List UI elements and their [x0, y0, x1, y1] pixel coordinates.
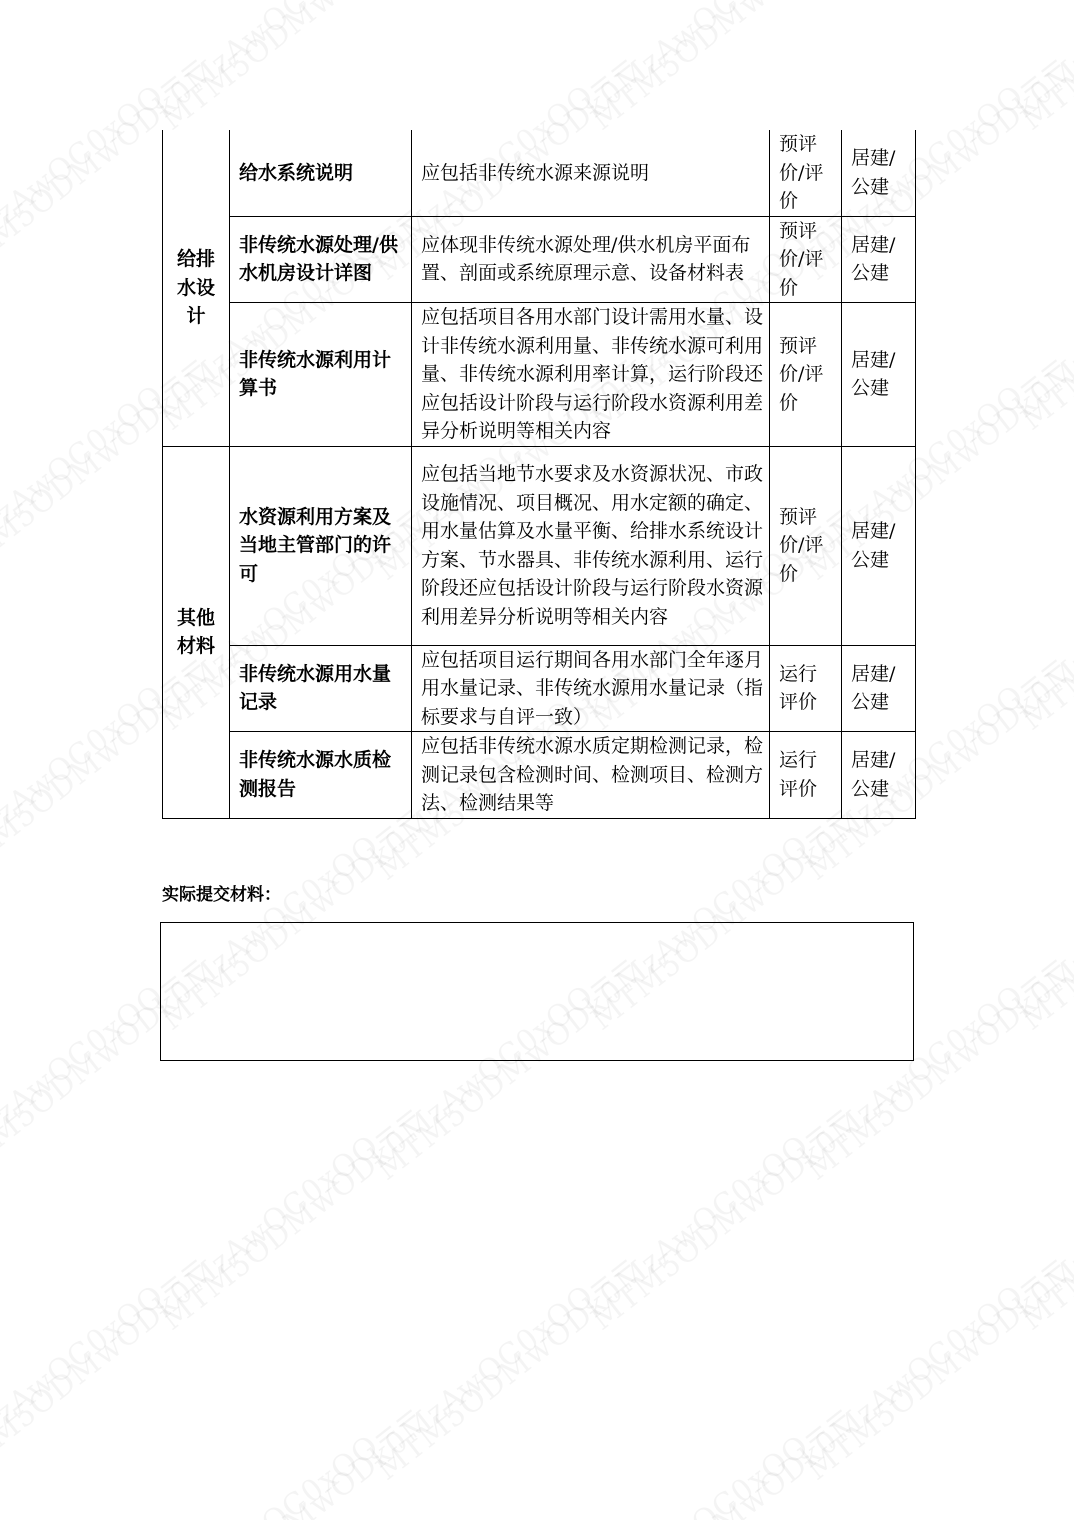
table-row [163, 645, 916, 732]
evaluation-stage: 预评价/评价 [770, 446, 842, 645]
watermark-text [1015, 0, 1074, 138]
item-description: 应包括项目运行期间各用水部门全年逐月用水量记录、非传统水源用水量记录（指标要求与自评一致） [412, 645, 770, 732]
watermark-text [1015, 346, 1074, 737]
evaluation-stage: 预评价/评价 [770, 130, 842, 216]
watermark-text [1015, 646, 1074, 1037]
item-name: 非传统水源利用计算书 [230, 303, 412, 447]
item-description: 应包括项目各用水部门设计需用水量、设计非传统水源利用量、非传统水源可利用量、非传统水源利用率计算，运行阶段还应包括设计阶段与运行阶段水资源利用差异分析说明等相关内容 [412, 303, 770, 447]
watermark-text [0, 0, 212, 138]
watermark-text [585, 1246, 1072, 1520]
table-row [163, 732, 916, 819]
item-name: 非传统水源用水量记录 [230, 645, 412, 732]
evaluation-stage: 运行评价 [770, 732, 842, 819]
item-name: 非传统水源处理/供水机房设计详图 [230, 216, 412, 303]
materials-table [162, 130, 916, 819]
submitted-materials-box[interactable] [160, 922, 914, 1061]
building-type: 居建/公建 [842, 303, 916, 447]
item-description: 应包括非传统水源水质定期检测记录，检测记录包含检测时间、检测项目、检测方法、检测结果等 [412, 732, 770, 819]
table-row [163, 130, 916, 216]
item-description: 应包括非传统水源来源说明 [412, 130, 770, 216]
category-cell: 给排水设计 [163, 130, 230, 446]
item-name: 非传统水源水质检测报告 [230, 732, 412, 819]
watermark-text [370, 1096, 857, 1487]
item-name: 给水系统说明 [230, 130, 412, 216]
watermark-text [1015, 1246, 1074, 1520]
evaluation-stage: 预评价/评价 [770, 303, 842, 447]
item-description: 应体现非传统水源处理/供水机房平面布置、剖面或系统原理示意、设备材料表 [412, 216, 770, 303]
evaluation-stage: 运行评价 [770, 645, 842, 732]
watermark-text [1015, 946, 1074, 1337]
building-type: 居建/公建 [842, 130, 916, 216]
table-row [163, 216, 916, 303]
evaluation-stage: 预评价/评价 [770, 216, 842, 303]
building-type: 居建/公建 [842, 216, 916, 303]
item-name: 水资源利用方案及当地主管部门的许可 [230, 446, 412, 645]
table-row [163, 446, 916, 645]
table-row [163, 303, 916, 447]
watermark-text [0, 1396, 427, 1520]
watermark-text [0, 1246, 212, 1520]
building-type: 居建/公建 [842, 645, 916, 732]
watermark-text [370, 1396, 857, 1520]
submitted-materials-label: 实际提交材料： [162, 885, 281, 905]
watermark-text [585, 0, 1072, 138]
watermark-text [155, 0, 642, 138]
item-description: 应包括当地节水要求及水资源状况、市政设施情况、项目概况、用水定额的确定、用水量估算及水量平衡、给排水系统设计方案、节水器具、非传统水源利用、运行阶段还应包括设计阶段与运行阶段水资源利用差异分析说明等相关内容 [412, 446, 770, 645]
watermark-text [800, 1096, 1074, 1487]
building-type: 居建/公建 [842, 446, 916, 645]
category-cell: 其他材料 [163, 446, 230, 818]
building-type: 居建/公建 [842, 732, 916, 819]
watermark-text [800, 1396, 1074, 1520]
watermark-text [0, 1096, 427, 1487]
watermark-text [155, 1246, 642, 1520]
watermark-text [1015, 46, 1074, 437]
